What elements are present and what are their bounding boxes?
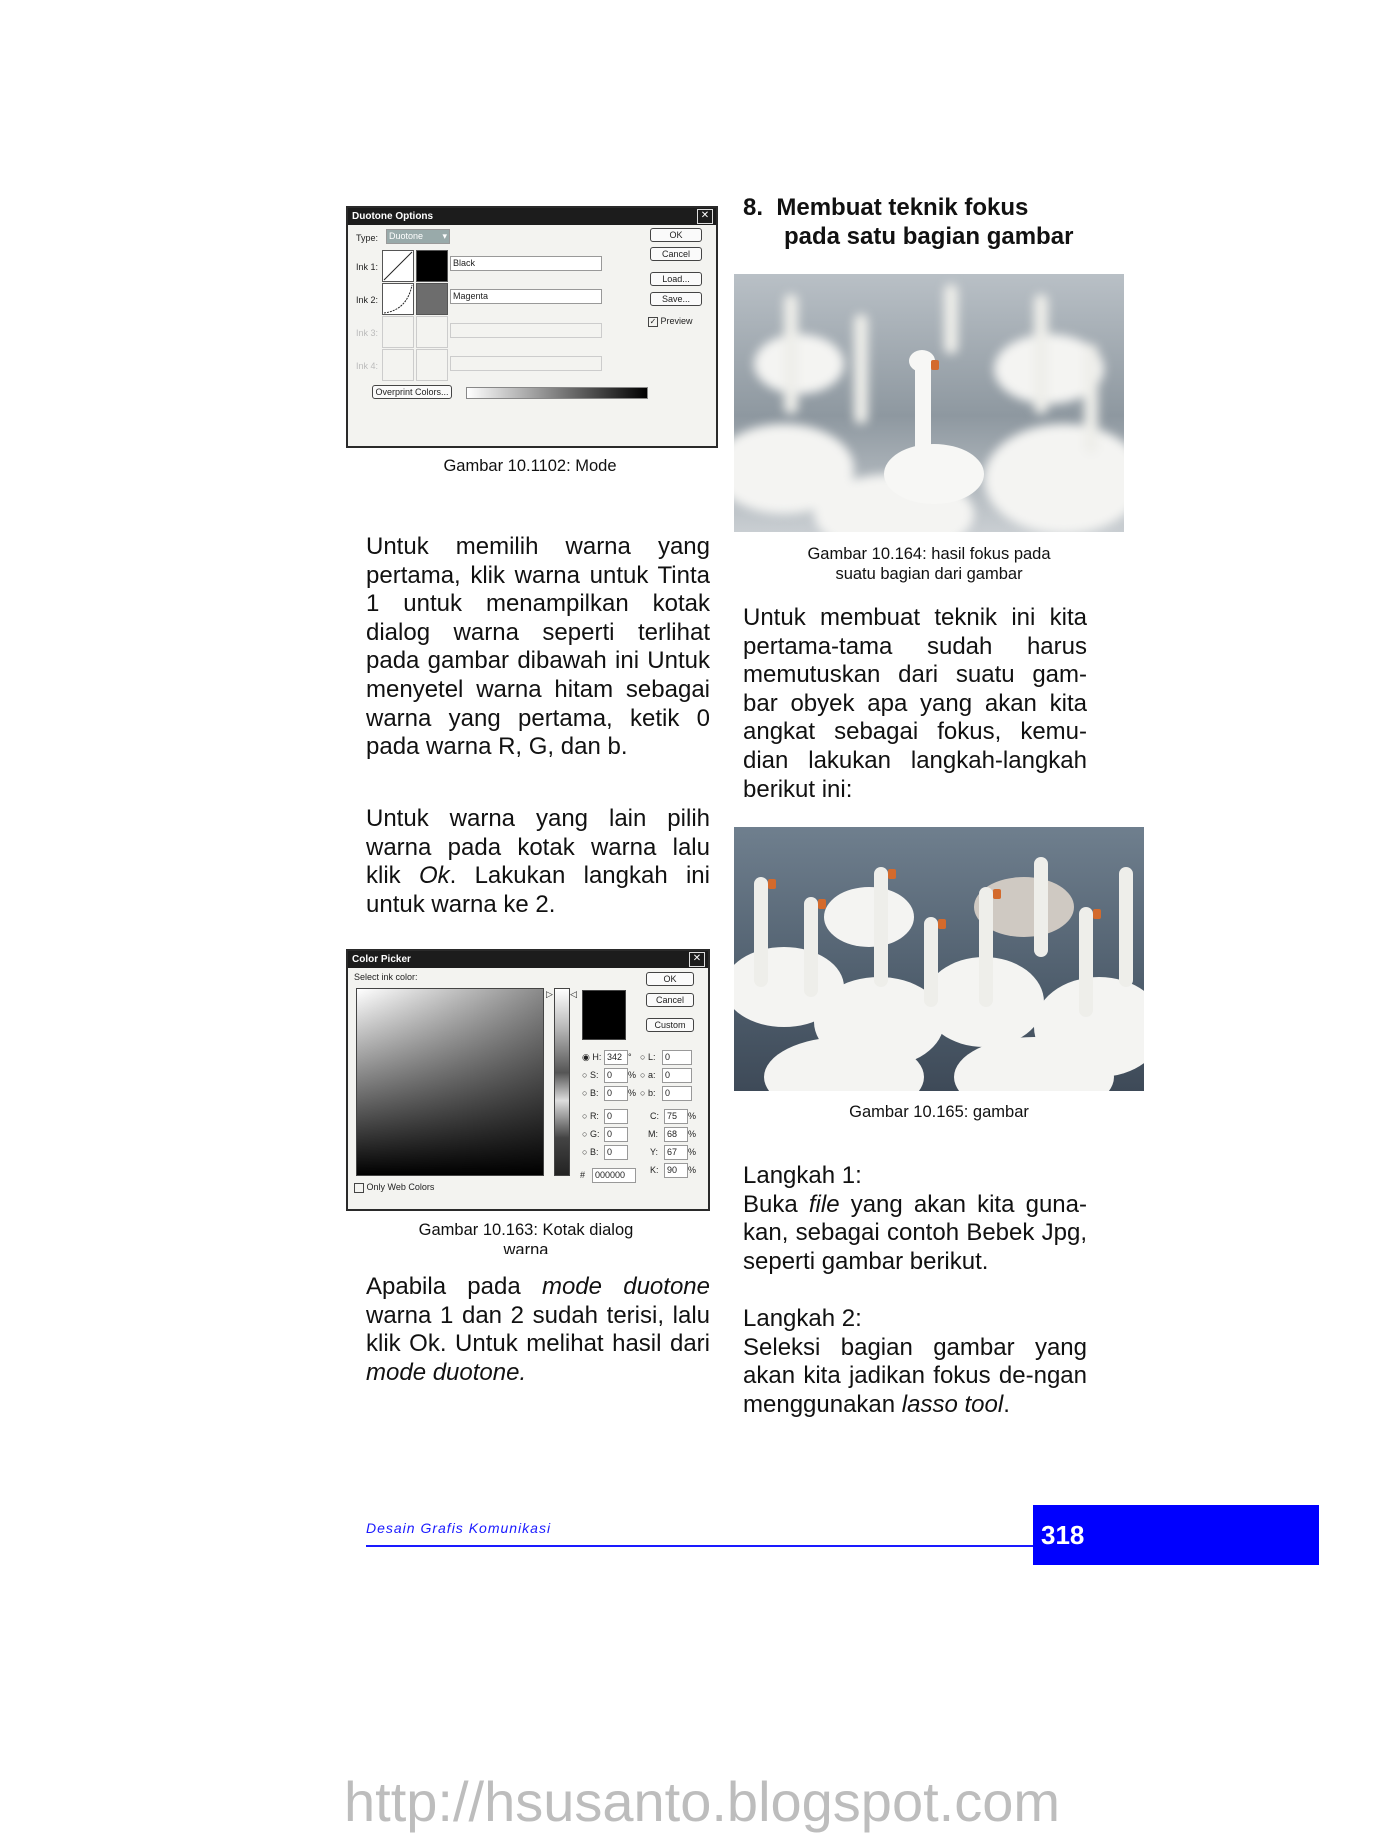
bb-field[interactable] [604, 1145, 628, 1160]
h-label: H: [592, 1052, 602, 1062]
ink1-color-swatch[interactable] [416, 250, 448, 282]
blab-field[interactable] [662, 1086, 692, 1101]
para2-text-c: . Lakukan langkah ini untuk warna ke 2. [366, 862, 710, 918]
m-label: M: [648, 1129, 658, 1139]
r-label: R: [589, 1111, 599, 1121]
step-1 [743, 1162, 1087, 1276]
a-value: 0 [665, 1070, 671, 1080]
m-value: 68 [667, 1129, 678, 1139]
caption-164-line2: suatu bagian dari gambar [835, 565, 1023, 583]
h-radio[interactable]: ◉ H: [582, 1052, 602, 1062]
h-field[interactable] [604, 1050, 628, 1065]
hex-field[interactable] [592, 1168, 636, 1183]
custom-button[interactable]: Custom [646, 1018, 694, 1032]
step-2-text-b: lasso tool [901, 1390, 1004, 1418]
color-picker-dialog [346, 949, 710, 1211]
g-value: 0 [607, 1129, 613, 1139]
para2-text-ok: Ok [418, 862, 450, 890]
y-label: Y: [650, 1147, 659, 1157]
step-1-title: Langkah 1: [743, 1162, 862, 1189]
ink1-name-field[interactable] [450, 256, 602, 271]
y-value: 67 [667, 1147, 678, 1157]
step-1-text-b: file [808, 1190, 840, 1218]
slider-arrow-left-icon: ▷ [546, 989, 553, 999]
s-radio[interactable]: ○ S: [582, 1070, 599, 1080]
a-field[interactable] [662, 1068, 692, 1083]
s-field[interactable] [604, 1068, 628, 1083]
left-paragraph-3 [366, 1273, 710, 1387]
page-number: 318 [1041, 1520, 1085, 1550]
bb-label: B: [589, 1147, 599, 1157]
s-value: 0 [607, 1070, 613, 1080]
s-label: S: [589, 1070, 599, 1080]
save-button[interactable]: Save... [650, 292, 702, 306]
only-web-colors-label: Only Web Colors [366, 1182, 435, 1192]
ink3-curve-box [382, 316, 414, 348]
caption-164-line1: Gambar 10.164: hasil fokus pada [807, 545, 1051, 563]
caption-picker-line2: warna [503, 1241, 549, 1254]
c-unit: % [688, 1111, 697, 1121]
focused-swan-body [884, 444, 984, 504]
cancel-button[interactable]: Cancel [646, 993, 694, 1007]
r-value: 0 [607, 1111, 613, 1121]
blab-radio[interactable]: ○ b: [640, 1088, 656, 1098]
ink2-curve-box[interactable] [382, 283, 414, 315]
para2-text-a: Untuk warna yang lain pilih warna pada kotak warna lalu klik [366, 805, 710, 890]
left-paragraph-1: Untuk memilih warna yang pertama, klik warna untuk Tinta 1 untuk menampilkan kotak dialog warna seperti terlihat pada gambar dibawah ini Untuk menyetel warna hitam sebagai warna yang pertama, ketik 0 pada warna R, G, dan b. [366, 533, 710, 761]
hex-label: # [580, 1170, 586, 1180]
y-field[interactable] [664, 1145, 688, 1160]
para3-text-a: Apabila pada [366, 1273, 542, 1300]
s-unit: % [628, 1070, 637, 1080]
y-unit: % [688, 1147, 697, 1157]
c-value: 75 [667, 1111, 678, 1121]
ink4-color-swatch [416, 349, 448, 381]
section-heading [743, 194, 1103, 251]
load-button[interactable]: Load... [650, 272, 702, 286]
b-unit: % [628, 1088, 637, 1098]
bb-value: 0 [607, 1147, 613, 1157]
l-label: L: [647, 1052, 656, 1062]
b-radio[interactable]: ○ B: [582, 1088, 599, 1098]
checkbox-checked-icon: ✓ [649, 317, 657, 326]
cancel-button[interactable]: Cancel [650, 247, 702, 261]
c-field[interactable] [664, 1109, 688, 1124]
preview-label: Preview [660, 316, 693, 326]
footer-rule [366, 1545, 1033, 1547]
blab-label: b: [647, 1088, 656, 1098]
step-2-text-a: Seleksi bagian gambar yang akan kita jadikan fokus de-ngan menggunakan [743, 1333, 1087, 1418]
curve-icon [383, 251, 413, 281]
section-line1: Membuat teknik fokus [776, 194, 1029, 221]
m-field[interactable] [664, 1127, 688, 1142]
para3-text-c: warna 1 dan 2 sudah terisi, lalu klik Ok. Untuk melihat hasil dari [366, 1301, 710, 1358]
select-ink-color-label: Select ink color: [354, 972, 418, 982]
ink2-color-swatch[interactable] [416, 283, 448, 315]
color-picker-titlebar [348, 951, 708, 968]
para3-text-b: mode duotone [541, 1273, 710, 1300]
bb-radio[interactable]: ○ B: [582, 1147, 599, 1157]
step-2-title: Langkah 2: [743, 1305, 862, 1332]
g-label: G: [589, 1129, 600, 1139]
chevron-down-icon: ▾ [442, 231, 447, 241]
ink3-color-swatch [416, 316, 448, 348]
g-field[interactable] [604, 1127, 628, 1142]
k-label: K: [650, 1165, 659, 1175]
r-field[interactable] [604, 1109, 628, 1124]
para3-text-d: mode duotone. [366, 1358, 527, 1386]
ink2-label: Ink 2: [356, 295, 379, 305]
r-radio[interactable]: ○ R: [582, 1111, 599, 1121]
hue-slider[interactable] [554, 988, 570, 1176]
ink2-name: Magenta [453, 291, 489, 301]
section-line2: pada satu bagian gambar [784, 222, 1074, 250]
step-2-text-c: . [1003, 1390, 1010, 1418]
ink4-label: Ink 4: [356, 361, 379, 371]
focused-swan-beak [931, 360, 939, 370]
close-icon[interactable]: ✕ [689, 952, 705, 967]
ink4-curve-box [382, 349, 414, 381]
l-radio[interactable]: ○ L: [640, 1052, 656, 1062]
duotone-gradient-bar [466, 387, 648, 399]
type-select[interactable] [386, 229, 450, 244]
close-icon[interactable]: ✕ [697, 209, 713, 224]
preview-checkbox[interactable] [648, 316, 693, 327]
g-radio[interactable]: ○ G: [582, 1129, 600, 1139]
h-value: 342 [607, 1052, 623, 1062]
ink4-name-field [450, 356, 602, 371]
only-web-colors-checkbox[interactable] [354, 1182, 434, 1193]
m-unit: % [688, 1129, 697, 1139]
step-1-text-a: Buka [743, 1190, 809, 1218]
slider-arrow-right-icon: ◁ [570, 989, 577, 999]
color-field[interactable] [356, 988, 544, 1176]
duotone-options-dialog [346, 206, 718, 448]
type-select-value: Duotone [389, 231, 424, 241]
step-2 [743, 1305, 1087, 1419]
hex-value: 000000 [595, 1170, 626, 1180]
checkbox-icon [354, 1183, 364, 1193]
caption-picker-line1: Gambar 10.163: Kotak dialog [418, 1221, 634, 1239]
ink1-label: Ink 1: [356, 262, 379, 272]
duotone-dialog-title: Duotone Options [352, 211, 434, 222]
swans-photo [734, 827, 1144, 1091]
page-number-box [1033, 1505, 1319, 1565]
l-field[interactable] [662, 1050, 692, 1065]
ink1-curve-box[interactable] [382, 250, 414, 282]
blab-value: 0 [665, 1088, 671, 1098]
ink3-label: Ink 3: [356, 328, 379, 338]
type-label: Type: [356, 233, 379, 243]
c-label: C: [650, 1111, 659, 1121]
k-value: 90 [667, 1165, 678, 1175]
step-1-text-c: yang akan kita guna-kan, sebagai contoh Bebek Jpg, seperti gambar berikut. [743, 1190, 1087, 1275]
a-radio[interactable]: ○ a: [640, 1070, 656, 1080]
caption-picker [346, 1220, 706, 1254]
right-paragraph-1: Untuk membuat teknik ini kita pertama-tama sudah harus memutuskan dari suatu gam-bar obyek apa yang akan kita angkat sebagai fokus, kemu-dian lakukan langkah-langkah berikut ini: [743, 604, 1087, 803]
l-value: 0 [665, 1052, 671, 1062]
watermark-url: http://hsusanto.blogspot.com [344, 1770, 1060, 1833]
ok-button[interactable]: OK [650, 228, 702, 242]
color-picker-title: Color Picker [352, 954, 411, 965]
swans-focus-photo [734, 274, 1124, 532]
caption-164 [734, 544, 1124, 584]
ok-button[interactable]: OK [646, 972, 694, 986]
a-label: a: [647, 1070, 656, 1080]
b-label: B: [589, 1088, 599, 1098]
color-preview-swatch [582, 990, 626, 1040]
ink3-name-field [450, 323, 602, 338]
duotone-dialog-titlebar [348, 208, 716, 225]
ink1-name: Black [453, 258, 476, 268]
b-field[interactable] [604, 1086, 628, 1101]
left-paragraph-2 [366, 805, 710, 919]
b-value: 0 [607, 1088, 613, 1098]
k-unit: % [688, 1165, 697, 1175]
k-field[interactable] [664, 1163, 688, 1178]
caption-165: Gambar 10.165: gambar [849, 1103, 1029, 1121]
curve-icon [383, 284, 413, 314]
h-unit: ° [628, 1052, 632, 1062]
footer-book-title: Desain Grafis Komunikasi [366, 1520, 552, 1536]
overprint-colors-button[interactable]: Overprint Colors... [372, 385, 452, 399]
ink2-name-field[interactable] [450, 289, 602, 304]
section-number: 8. [743, 194, 764, 221]
caption-duotone: Gambar 10.1102: Mode [443, 457, 617, 475]
